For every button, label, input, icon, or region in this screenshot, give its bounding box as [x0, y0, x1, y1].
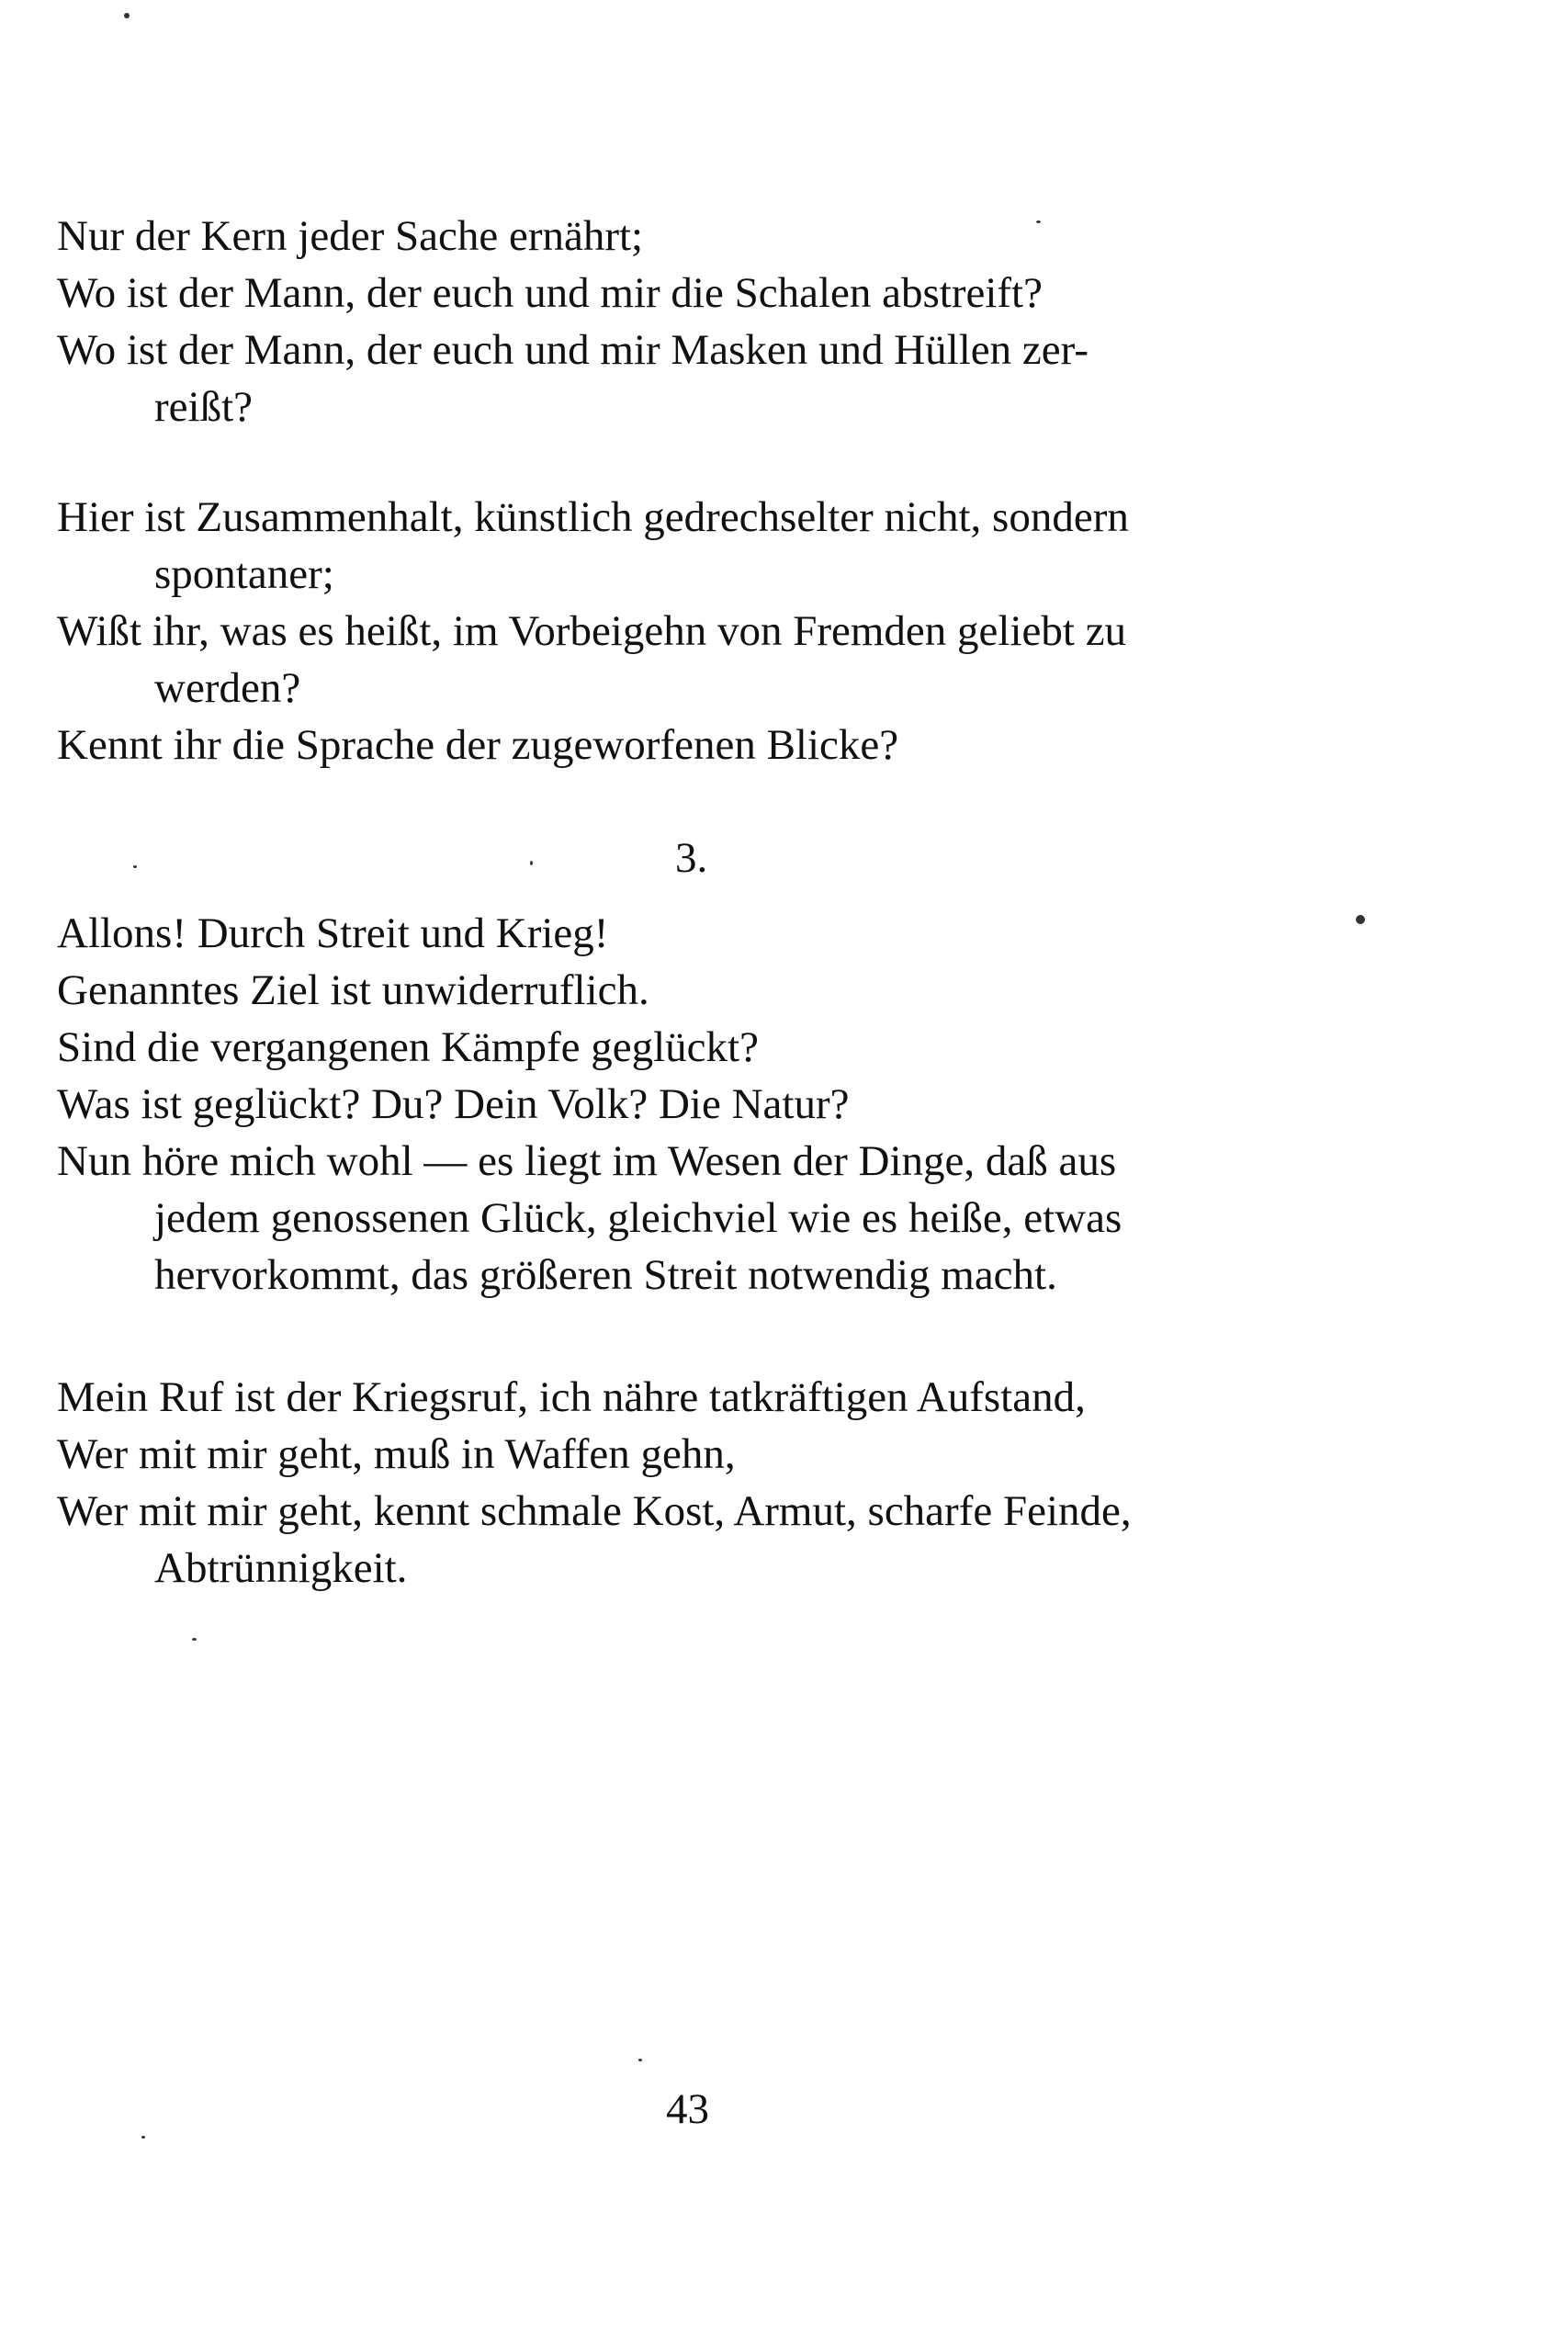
verse-line-continuation: reißt?: [154, 383, 253, 431]
verse-line: Wo ist der Mann, der euch und mir die Schalen abstreift?: [57, 269, 1043, 317]
stanza-1: [57, 208, 1343, 435]
verse-line-continuation: jedem genossenen Glück, gleichviel wie es heiße, etwas: [154, 1194, 1122, 1242]
stanza-2: [57, 489, 1343, 773]
stanza-4: [57, 1369, 1343, 1597]
verse-line-continuation: werden?: [154, 664, 301, 712]
verse-line: Genanntes Ziel ist unwiderruflich.: [57, 966, 649, 1014]
scan-speck: [192, 1638, 197, 1641]
scan-speck: [124, 13, 130, 18]
scan-speck: [141, 2136, 145, 2139]
scan-speck: [133, 865, 137, 868]
scan-speck: [638, 2059, 642, 2061]
verse-line: Wißt ihr, was es heißt, im Vorbeigehn von Fremden geliebt zu: [57, 607, 1127, 655]
scan-speck: [530, 861, 533, 865]
verse-line: Wer mit mir geht, kennt schmale Kost, Armut, scharfe Feinde,: [57, 1487, 1132, 1535]
scan-speck: [1356, 915, 1365, 924]
verse-line-continuation: Abtrünnigkeit.: [154, 1544, 408, 1592]
verse-line: Nun höre mich wohl — es liegt im Wesen der Dinge, daß aus: [57, 1137, 1117, 1185]
scan-speck: [1036, 220, 1041, 223]
verse-line: Allons! Durch Streit und Krieg!: [57, 909, 609, 957]
section-number: 3.: [675, 834, 708, 882]
verse-line: Kennt ihr die Sprache der zugeworfenen Blicke?: [57, 721, 899, 769]
stanza-3: [57, 905, 1343, 1304]
verse-line-continuation: hervorkommt, das größeren Streit notwendig macht.: [154, 1251, 1057, 1299]
verse-line: Wo ist der Mann, der euch und mir Masken und Hüllen zer-: [57, 326, 1089, 374]
verse-line-continuation: spontaner;: [154, 550, 334, 598]
verse-line: Wer mit mir geht, muß in Waffen gehn,: [57, 1430, 736, 1478]
verse-line: Was ist geglückt? Du? Dein Volk? Die Natur?: [57, 1080, 850, 1128]
page-number: 43: [666, 2085, 709, 2133]
verse-line: Sind die vergangenen Kämpfe geglückt?: [57, 1023, 759, 1071]
verse-line: Mein Ruf ist der Kriegsruf, ich nähre tatkräftigen Aufstand,: [57, 1373, 1086, 1421]
verse-line: Hier ist Zusammenhalt, künstlich gedrechselter nicht, sondern: [57, 493, 1129, 541]
verse-line: Nur der Kern jeder Sache ernährt;: [57, 212, 644, 260]
